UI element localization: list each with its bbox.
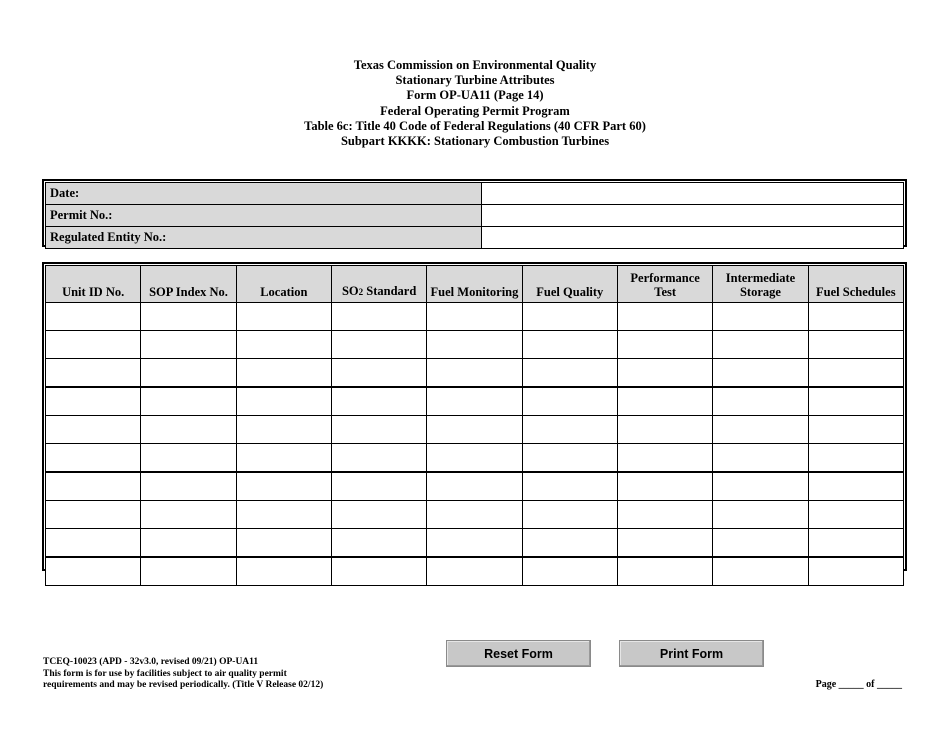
print-form-button[interactable]: Print Form <box>619 640 764 667</box>
table-cell[interactable] <box>522 416 617 444</box>
table-cell[interactable] <box>808 416 903 444</box>
table-cell[interactable] <box>808 557 903 586</box>
col-location: Location <box>236 266 331 303</box>
table-cell[interactable] <box>427 501 522 529</box>
regulated-entity-label: Regulated Entity No.: <box>46 227 482 249</box>
table-cell[interactable] <box>46 444 141 473</box>
subpart-title: Subpart KKKK: Stationary Combustion Turbines <box>340 134 610 149</box>
table-row <box>46 472 904 501</box>
table-cell[interactable] <box>236 501 331 529</box>
table-cell[interactable] <box>331 501 426 529</box>
table-cell[interactable] <box>522 359 617 388</box>
table-cell[interactable] <box>236 444 331 473</box>
agency-title: Texas Commission on Environmental Quality <box>353 58 597 72</box>
table-cell[interactable] <box>331 472 426 501</box>
table-cell[interactable] <box>141 529 236 558</box>
table-cell[interactable] <box>427 444 522 473</box>
table-title: Table 6c: Title 40 Code of Federal Regulations (40 CFR Part 60) <box>304 118 646 133</box>
reset-form-button[interactable]: Reset Form <box>446 640 591 667</box>
table-cell[interactable] <box>617 359 712 388</box>
table-cell[interactable] <box>141 416 236 444</box>
table-cell[interactable] <box>46 557 141 586</box>
table-cell[interactable] <box>141 387 236 416</box>
table-cell[interactable] <box>46 416 141 444</box>
regulated-entity-field[interactable] <box>482 227 904 249</box>
table-cell[interactable] <box>141 331 236 359</box>
table-cell[interactable] <box>808 303 903 331</box>
table-header-row <box>46 266 904 303</box>
table-cell[interactable] <box>236 387 331 416</box>
table-cell[interactable] <box>427 557 522 586</box>
table-cell[interactable] <box>808 444 903 473</box>
table-cell[interactable] <box>617 416 712 444</box>
table-cell[interactable] <box>331 387 426 416</box>
table-cell[interactable] <box>46 387 141 416</box>
table-cell[interactable] <box>141 359 236 388</box>
table-row <box>46 444 904 473</box>
table-cell[interactable] <box>141 303 236 331</box>
table-cell[interactable] <box>331 444 426 473</box>
table-cell[interactable] <box>522 387 617 416</box>
table-cell[interactable] <box>236 529 331 558</box>
table-cell[interactable] <box>808 529 903 558</box>
table-row <box>46 416 904 444</box>
table-cell[interactable] <box>236 557 331 586</box>
table-cell[interactable] <box>617 303 712 331</box>
table-cell[interactable] <box>427 359 522 388</box>
table-cell[interactable] <box>427 303 522 331</box>
table-row <box>46 331 904 359</box>
table-cell[interactable] <box>808 387 903 416</box>
program-name: Federal Operating Permit Program <box>380 103 570 118</box>
table-row <box>46 303 904 331</box>
form-subject: Stationary Turbine Attributes <box>395 73 555 88</box>
table-cell[interactable] <box>46 331 141 359</box>
table-cell[interactable] <box>331 331 426 359</box>
table-row <box>46 387 904 416</box>
table-cell[interactable] <box>141 444 236 473</box>
table-row <box>46 557 904 586</box>
table-cell[interactable] <box>141 501 236 529</box>
table-cell[interactable] <box>522 557 617 586</box>
table-row <box>46 529 904 558</box>
table-cell[interactable] <box>236 359 331 388</box>
table-cell[interactable] <box>46 501 141 529</box>
table-cell[interactable] <box>808 501 903 529</box>
table-cell[interactable] <box>713 557 808 586</box>
table-cell[interactable] <box>46 359 141 388</box>
table-cell[interactable] <box>46 303 141 331</box>
permit-no-label: Permit No.: <box>46 205 482 227</box>
table-row <box>46 359 904 388</box>
table-cell[interactable] <box>808 331 903 359</box>
table-cell[interactable] <box>617 472 712 501</box>
table-cell[interactable] <box>713 359 808 388</box>
table-cell[interactable] <box>617 529 712 558</box>
table-cell[interactable] <box>617 387 712 416</box>
table-cell[interactable] <box>522 529 617 558</box>
table-cell[interactable] <box>617 501 712 529</box>
table-cell[interactable] <box>713 387 808 416</box>
col-performance-test: Performance Test <box>617 266 712 303</box>
table-cell[interactable] <box>617 444 712 473</box>
table-cell[interactable] <box>522 444 617 473</box>
col-unit-id: Unit ID No. <box>46 266 141 303</box>
col-so2-standard: SO2 Standard <box>331 266 426 303</box>
table-cell[interactable] <box>331 359 426 388</box>
page-number: Page _____ of _____ <box>815 679 902 690</box>
table-cell[interactable] <box>427 387 522 416</box>
table-cell[interactable] <box>522 501 617 529</box>
table-cell[interactable] <box>713 416 808 444</box>
table-row <box>46 501 904 529</box>
table-cell[interactable] <box>713 331 808 359</box>
table-cell[interactable] <box>141 472 236 501</box>
table-cell[interactable] <box>713 529 808 558</box>
col-fuel-quality: Fuel Quality <box>522 266 617 303</box>
table-cell[interactable] <box>522 331 617 359</box>
table-cell[interactable] <box>331 529 426 558</box>
table-cell[interactable] <box>522 472 617 501</box>
table-cell[interactable] <box>617 331 712 359</box>
date-label: Date: <box>46 183 482 205</box>
table-cell[interactable] <box>236 303 331 331</box>
col-fuel-monitoring: Fuel Monitoring <box>427 266 522 303</box>
table-cell[interactable] <box>331 557 426 586</box>
table-cell[interactable] <box>808 472 903 501</box>
table-cell[interactable] <box>713 501 808 529</box>
form-note-2: requirements and may be revised periodically. (Title V Release 02/12) <box>43 680 324 690</box>
date-field[interactable] <box>482 183 904 205</box>
table-cell[interactable] <box>617 557 712 586</box>
col-sop-index: SOP Index No. <box>141 266 236 303</box>
table-cell[interactable] <box>141 557 236 586</box>
form-note-1: This form is for use by facilities subject to air quality permit <box>43 668 287 679</box>
table-cell[interactable] <box>331 416 426 444</box>
form-header <box>0 58 950 149</box>
table-cell[interactable] <box>427 331 522 359</box>
table-cell[interactable] <box>331 303 426 331</box>
table-cell[interactable] <box>427 472 522 501</box>
table-cell[interactable] <box>427 416 522 444</box>
form-footer <box>43 657 323 692</box>
table-cell[interactable] <box>713 444 808 473</box>
permit-info-box <box>42 179 907 247</box>
table-cell[interactable] <box>46 472 141 501</box>
table-cell[interactable] <box>236 331 331 359</box>
table-cell[interactable] <box>713 472 808 501</box>
form-revision: TCEQ-10023 (APD - 32v3.0, revised 09/21) OP-UA11 <box>43 657 259 667</box>
col-fuel-schedules: Fuel Schedules <box>808 266 903 303</box>
turbine-attributes-table <box>42 262 907 571</box>
permit-no-field[interactable] <box>482 205 904 227</box>
col-intermediate-storage: Intermediate Storage <box>713 266 808 303</box>
table-cell[interactable] <box>808 359 903 388</box>
table-cell[interactable] <box>522 303 617 331</box>
table-cell[interactable] <box>46 529 141 558</box>
form-number: Form OP-UA11 (Page 14) <box>406 88 544 103</box>
table-cell[interactable] <box>236 416 331 444</box>
table-cell[interactable] <box>713 303 808 331</box>
table-cell[interactable] <box>236 472 331 501</box>
table-cell[interactable] <box>427 529 522 558</box>
